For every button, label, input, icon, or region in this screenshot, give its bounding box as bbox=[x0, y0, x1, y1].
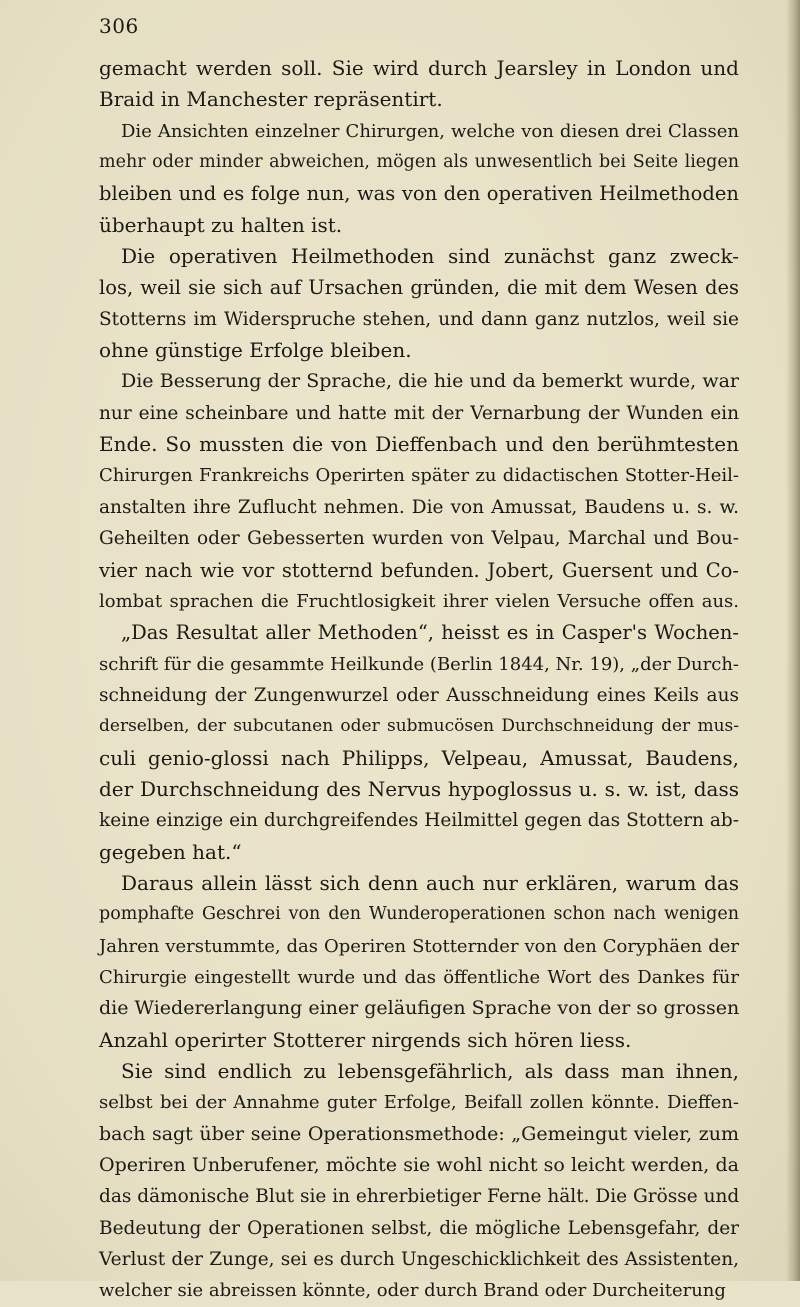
text-line: überhaupt zu halten ist. bbox=[99, 212, 343, 237]
body-text bbox=[99, 53, 739, 1307]
text-line: nur eine scheinbare und hatte mit der Vernarbung der Wunden ein bbox=[99, 402, 739, 424]
text-line: lombat sprachen die Fruchtlosigkeit ihrer vielen Versuche offen aus. bbox=[99, 590, 739, 612]
text-line: Geheilten oder Gebesserten wurden von Velpau, Marchal und Bou- bbox=[99, 528, 739, 550]
text-line: derselben, der subcutanen oder submucösen Durchschneidung der mus- bbox=[99, 716, 739, 737]
page-edge-shadow bbox=[786, 0, 800, 1281]
text-line: bach sagt über seine Operationsmethode: „Gemeingut vieler, zum bbox=[99, 1122, 739, 1145]
text-line: selbst bei der Annahme guter Erfolge, Beifall zollen könnte. Dieffen- bbox=[99, 1092, 739, 1114]
text-line: keine einzige ein durchgreifendes Heilmittel gegen das Stottern ab- bbox=[99, 810, 739, 832]
text-line: Sie sind endlich zu lebensgefährlich, als dass man ihnen, bbox=[121, 1059, 739, 1083]
text-line: Die operativen Heilmethoden sind zunächst ganz zweck- bbox=[121, 244, 739, 269]
text-line: Verlust der Zunge, sei es durch Ungeschicklichkeit des Assistenten, bbox=[99, 1249, 739, 1271]
text-line: vier nach wie vor stotternd befunden. Jobert, Guersent und Co- bbox=[99, 558, 739, 582]
text-line: Anzahl operirter Stotterer nirgends sich hören liess. bbox=[99, 1027, 632, 1052]
text-line: Daraus allein lässt sich denn auch nur erklären, warum das bbox=[121, 870, 739, 895]
text-line: culi genio-glossi nach Philipps, Velpeau, Amussat, Baudens, bbox=[99, 745, 739, 770]
text-line: mehr oder minder abweichen, mögen als unwesentlich bei Seite liegen bbox=[99, 152, 739, 173]
text-line: ohne günstige Erfolge bleiben. bbox=[99, 338, 412, 363]
text-line: welcher sie abreissen könnte, oder durch Brand oder Durcheiterung bbox=[99, 1280, 726, 1302]
text-line: schneidung der Zungenwurzel oder Ausschneidung eines Keils aus bbox=[99, 684, 739, 706]
text-line: gemacht werden soll. Sie wird durch Jearsley in London und bbox=[99, 56, 739, 80]
text-line: die Wiedererlangung einer geläufigen Sprache von der so grossen bbox=[99, 997, 740, 1020]
text-line: Ende. So mussten die von Dieffenbach und den berühmtesten bbox=[99, 432, 739, 457]
text-line: der Durchschneidung des Nervus hypoglossus u. s. w. ist, dass bbox=[99, 776, 739, 801]
text-line: „Das Resultat aller Methoden“, heisst es in Casper's Wochen- bbox=[121, 621, 739, 645]
text-line: Jahren verstummte, das Operiren Stotternder von den Coryphäen der bbox=[99, 935, 739, 957]
text-line: los, weil sie sich auf Ursachen gründen, die mit dem Wesen des bbox=[99, 276, 739, 300]
text-line: Die Besserung der Sprache, die hie und da bemerkt wurde, war bbox=[121, 370, 739, 393]
text-line: das dämonische Blut sie in ehrerbietiger Ferne hält. Die Grösse und bbox=[99, 1186, 740, 1208]
text-line: pomphafte Geschrei von den Wunderoperationen schon nach wenigen bbox=[99, 904, 739, 925]
text-line: bleiben und es folge nun, was von den operativen Heilmethoden bbox=[99, 182, 739, 206]
text-line: schrift für die gesammte Heilkunde (Berlin 1844, Nr. 19), „der Durch- bbox=[99, 653, 739, 675]
text-line: gegeben hat.“ bbox=[99, 839, 242, 864]
text-line: Die Ansichten einzelner Chirurgen, welche von diesen drei Classen bbox=[121, 120, 739, 142]
page-number: 306 bbox=[99, 14, 139, 38]
text-line: Chirurgen Frankreichs Operirten später zu didactischen Stotter-Heil- bbox=[99, 465, 739, 487]
text-line: Operiren Unberufener, möchte sie wohl nicht so leicht werden, da bbox=[99, 1154, 739, 1177]
text-line: Braid in Manchester repräsentirt. bbox=[99, 87, 443, 112]
text-line: Bedeutung der Operationen selbst, die mögliche Lebensgefahr, der bbox=[99, 1217, 739, 1239]
text-line: Chirurgie eingestellt wurde und das öffentliche Wort des Dankes für bbox=[99, 966, 739, 988]
text-line: Stotterns im Widerspruche stehen, und dann ganz nutzlos, weil sie bbox=[99, 308, 739, 330]
text-line: anstalten ihre Zuflucht nehmen. Die von Amussat, Baudens u. s. w. bbox=[99, 496, 739, 518]
